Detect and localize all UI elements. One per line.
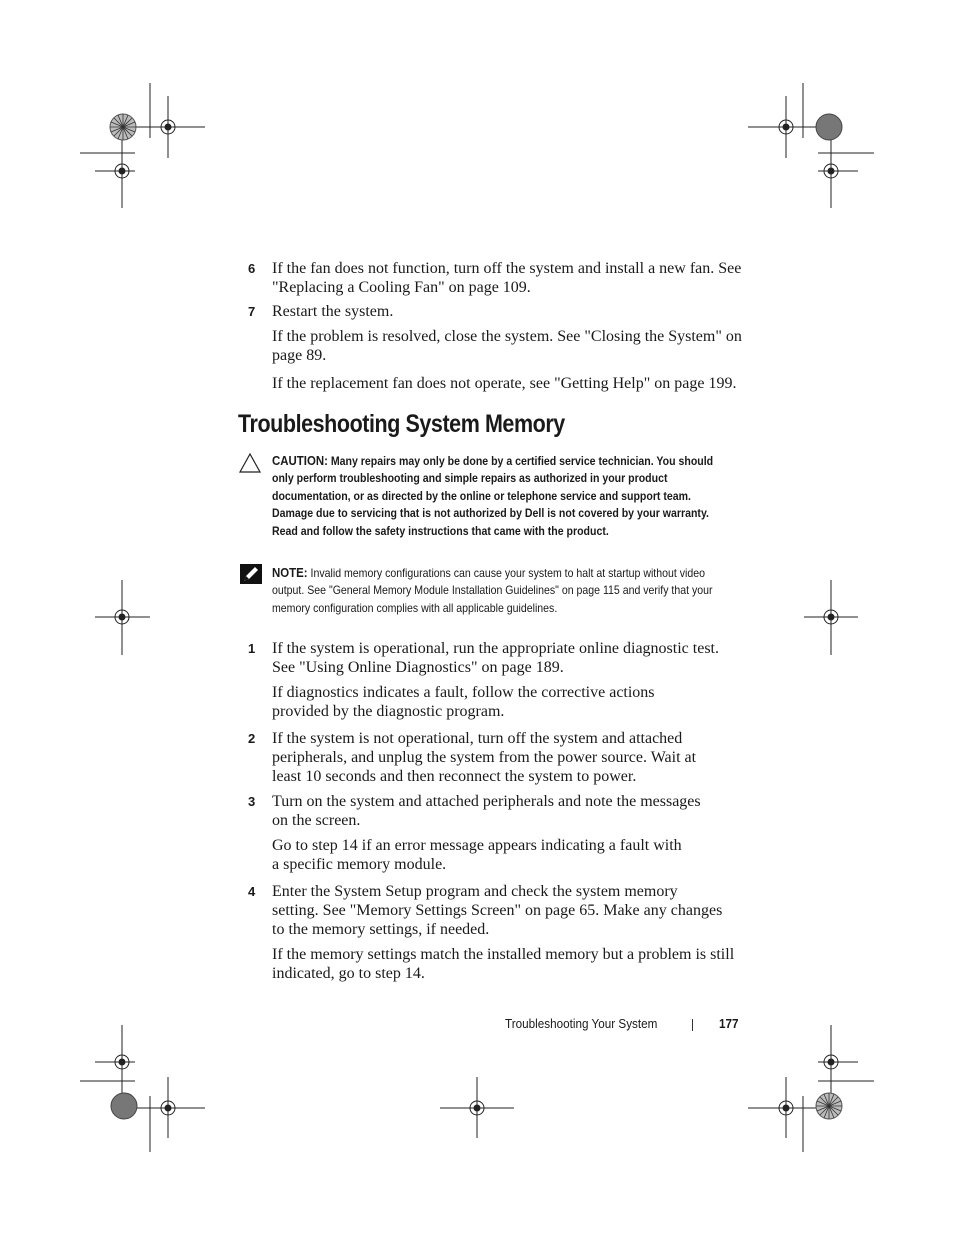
- step-text: Enter the System Setup program and check the system memory setting. See "Memory Settings Screen" on page 65. Make any changes to the memory settings, if needed.: [272, 883, 723, 938]
- step-number: 1: [248, 641, 256, 656]
- step-number: 3: [248, 794, 256, 809]
- caution-text: Many repairs may only be done by a certified service technician. You should only perform troubleshooting and simple repairs as authorized in your product documentation, or as directed by the online or telephone service and support team. Damage due to servicing that is not authorized by Dell is not covered by your warranty. Read and follow the safety instructions that came with the product.: [272, 454, 714, 538]
- note-label: NOTE:: [272, 565, 308, 580]
- footer-section: Troubleshooting Your System: [505, 1016, 658, 1031]
- step-text: If the system is not operational, turn off the system and attached peripherals, and unplug the system from the power source. Wait at least 10 seconds and then reconnect the system to power.: [272, 730, 697, 785]
- step-paragraph: If the memory settings match the installed memory but a problem is still indicated, go to step 14.: [272, 946, 735, 982]
- step-number: 7: [248, 304, 256, 319]
- step-text: Turn on the system and attached peripherals and note the messages on the screen.: [272, 793, 701, 829]
- step-text: If the fan does not function, turn off the system and install a new fan. See "Replacing a Cooling Fan" on page 109.: [272, 260, 742, 296]
- caution-label: CAUTION:: [272, 453, 328, 468]
- step-text: Restart the system.: [272, 303, 394, 320]
- step-number: 4: [248, 884, 256, 899]
- footer-divider: [692, 1019, 693, 1031]
- step-number: 6: [248, 261, 256, 276]
- page-number: 177: [719, 1016, 739, 1031]
- caution-triangle-icon: [238, 452, 262, 474]
- section-title: Troubleshooting System Memory: [238, 410, 565, 438]
- step-paragraph: If the problem is resolved, close the system. See "Closing the System" on page 89.: [272, 328, 742, 364]
- step-paragraph: If the replacement fan does not operate, see "Getting Help" on page 199.: [272, 375, 737, 392]
- step-paragraph: If diagnostics indicates a fault, follow the corrective actions provided by the diagnostic program.: [272, 684, 655, 720]
- caution-notice: [272, 452, 734, 540]
- step-number: 2: [248, 731, 256, 746]
- note-text: Invalid memory configurations can cause your system to halt at startup without video output. See "General Memory Module Installation Guidelines" on page 115 and verify that your memory configuration complies with all applicable guidelines.: [272, 566, 713, 615]
- note-pencil-icon: [240, 564, 262, 584]
- step-paragraph: Go to step 14 if an error message appears indicating a fault with a specific memory module.: [272, 837, 682, 873]
- step-text: If the system is operational, run the appropriate online diagnostic test. See "Using Online Diagnostics" on page 189.: [272, 640, 719, 676]
- note-notice: [272, 564, 734, 617]
